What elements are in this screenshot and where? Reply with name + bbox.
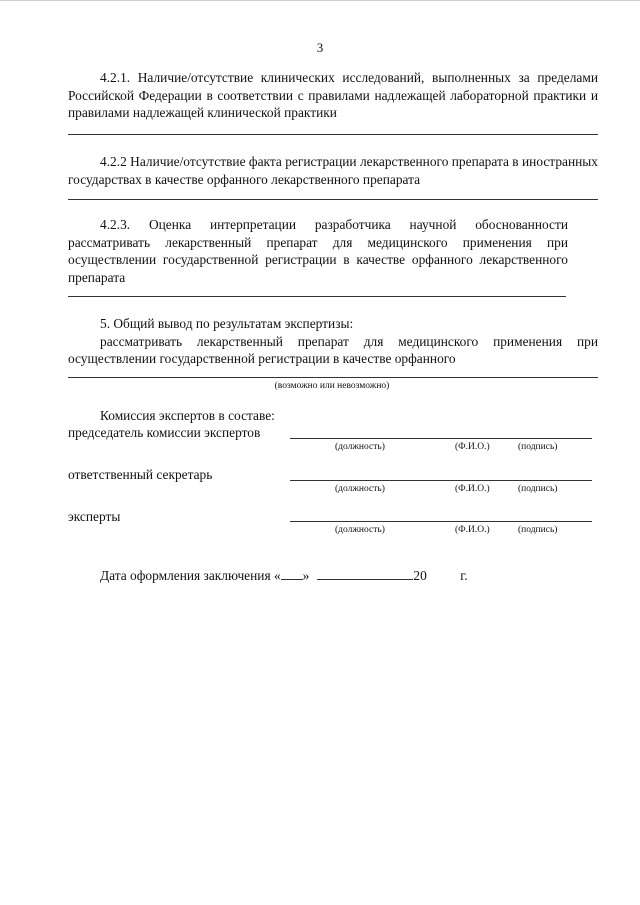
section-4-2-1-text: 4.2.1. Наличие/отсутствие клинических исследований, выполненных за пределами Российской Федерации в соответствии с правилами надлежащей лабораторной практики и правилами надлежащей клинической практики [68, 70, 598, 120]
section-5-heading: 5. Общий вывод по результатам экспертизы: [100, 316, 354, 331]
caption-fio: (Ф.И.О.) [455, 525, 490, 535]
role-secretary: ответственный секретарь [68, 467, 213, 482]
caption-fio: (Ф.И.О.) [455, 442, 490, 452]
caption-signature: (подпись) [518, 484, 558, 494]
date-year-prefix: 20 [413, 568, 427, 583]
date-month-blank [317, 566, 413, 580]
answer-line-4-2-3 [68, 296, 566, 297]
signature-line-secretary [290, 480, 592, 481]
caption-position: (должность) [335, 442, 385, 452]
caption-signature: (подпись) [518, 442, 558, 452]
answer-line-4-2-2 [68, 199, 598, 200]
commission-title: Комиссия экспертов в составе: [100, 408, 275, 423]
section-4-2-3-text: 4.2.3. Оценка интерпретации разработчика научной обоснованности рассматривать лекарственный препарат для медицинского применения при осуществлении государственной регистрации в качестве орфанного лекарственного препарата [68, 217, 568, 285]
top-edge-rule [0, 0, 640, 1]
section-5-text: рассматривать лекарственный препарат для медицинского применения при осуществлении государственной регистрации в качестве орфанного [68, 333, 598, 366]
date-day-blank [281, 566, 303, 580]
section-4-2-2-text: 4.2.2 Наличие/отсутствие факта регистрации лекарственного препарата в иностранных государствах в качестве орфанного лекарственного препарата [68, 154, 598, 187]
answer-line-5 [68, 377, 598, 378]
signature-line-chairman [290, 438, 592, 439]
caption-position: (должность) [335, 484, 385, 494]
caption-fio: (Ф.И.О.) [455, 484, 490, 494]
section-5 [68, 315, 598, 368]
date-year-suffix: г. [460, 568, 468, 583]
section-4-2-2 [68, 153, 598, 188]
section-4-2-1 [68, 69, 598, 122]
caption-position: (должность) [335, 525, 385, 535]
date-close-quote: » [302, 568, 310, 583]
section-4-2-3 [68, 216, 568, 286]
date-label: Дата оформления заключения « [100, 568, 281, 583]
signature-line-experts [290, 521, 592, 522]
page-number: 3 [316, 40, 324, 55]
answer-line-4-2-1 [68, 134, 598, 135]
role-experts: эксперты [68, 509, 121, 524]
caption-signature: (подпись) [518, 525, 558, 535]
role-chairman: председатель комиссии экспертов [68, 425, 261, 440]
conclusion-date [100, 566, 468, 584]
possible-hint: (возможно или невозможно) [274, 381, 390, 391]
